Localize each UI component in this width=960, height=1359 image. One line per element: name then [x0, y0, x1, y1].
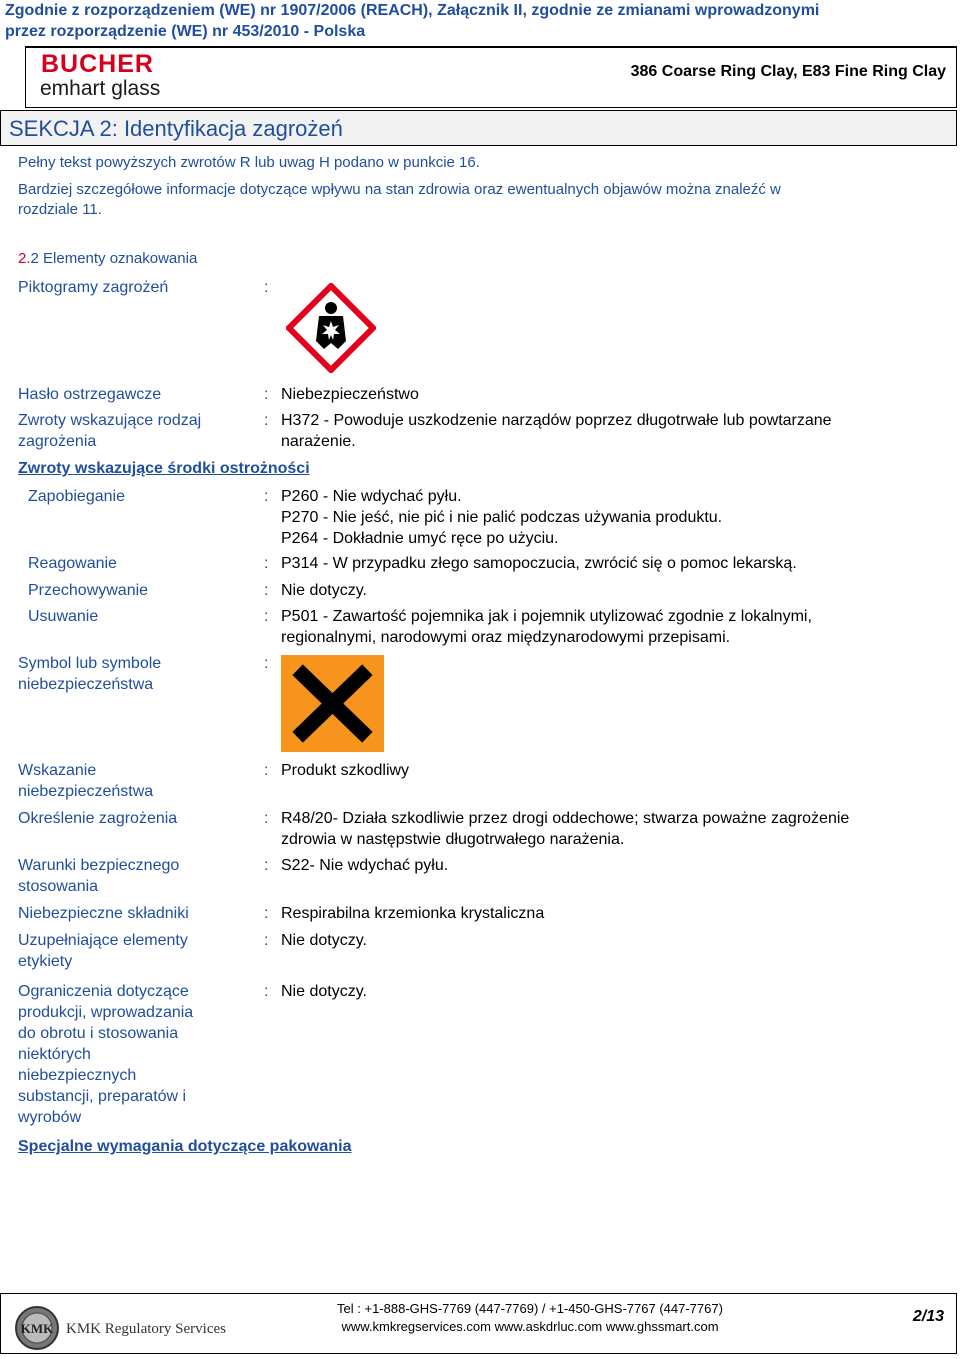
indication-label [18, 760, 153, 802]
supplemental-value: Nie dotyczy. [281, 932, 367, 949]
colon: : [264, 932, 269, 949]
risk-phrases-value [281, 808, 941, 850]
section-title: SEKCJA 2: Identyfikacja zagrożeń [9, 116, 343, 141]
symbol-label-line-1: Symbol lub symbole [18, 655, 162, 672]
prevention-label: Zapobieganie [28, 488, 125, 505]
response-value: P314 - W przypadku złego samopoczucia, zwrócić się o pomoc lekarską. [281, 555, 797, 572]
hazard-statement-line-2: narażenie. [281, 433, 356, 450]
risk-phrases-label: Określenie zagrożenia [18, 810, 178, 827]
packaging-requirements-heading: Specjalne wymagania dotyczące pakowania [18, 1138, 352, 1155]
intro-line-2: Bardziej szczegółowe informacje dotyczące wpływu na stan zdrowia oraz ewentualnych objawów można znaleźć w [18, 181, 781, 198]
regulation-line-1: Zgodnie z rozporządzeniem (WE) nr 1907/2006 (REACH), Załącznik II, zgodnie ze zmianami wprowadzonymi [5, 2, 820, 19]
hazardous-ingredients-label: Niebezpieczne składniki [18, 905, 189, 922]
colon: : [264, 655, 269, 672]
restrictions-value: Nie dotyczy. [281, 983, 367, 1000]
subsection-number: 2. [18, 250, 31, 267]
hazard-statement-line-1: H372 - Powoduje uszkodzenie narządów poprzez długotrwałe lub powtarzane [281, 412, 832, 429]
kmk-company-name: KMK Regulatory Services [66, 1321, 226, 1337]
regulation-line-2: przez rozporządzenie (WE) nr 453/2010 - Polska [5, 23, 366, 40]
colon: : [264, 386, 269, 403]
colon: : [264, 582, 269, 599]
restrictions-label-line: produkcji, wprowadzania [18, 1004, 194, 1021]
restrictions-label-line: do obrotu i stosowania [18, 1025, 179, 1042]
storage-label: Przechowywanie [28, 582, 149, 599]
colon: : [264, 810, 269, 827]
indication-value: Produkt szkodliwy [281, 762, 410, 779]
safety-phrases-label-line-2: stosowania [18, 878, 99, 895]
response-label: Reagowanie [28, 555, 117, 572]
prevention-p270: P270 - Nie jeść, nie pić i nie palić podczas używania produktu. [281, 509, 723, 526]
signal-word-label: Hasło ostrzegawcze [18, 386, 162, 403]
colon: : [264, 279, 269, 296]
colon: : [264, 857, 269, 874]
restrictions-label [18, 981, 193, 1128]
hazard-statements-value [281, 410, 941, 452]
subsection-title: 2 Elementy oznakowania [30, 250, 198, 267]
prevention-p264: P264 - Dokładnie umyć ręce po użyciu. [281, 530, 559, 547]
footer-websites: www.kmkregservices.com www.askdrluc.com www.ghssmart.com [341, 1319, 719, 1334]
restrictions-label-line: niektórych [18, 1046, 91, 1063]
harmful-x-icon [281, 655, 384, 757]
ghs08-health-hazard-icon [286, 283, 376, 378]
hazard-statements-label [18, 410, 201, 452]
company-logo-bucher: BUCHER [41, 50, 154, 78]
indication-label-line-2: niebezpieczeństwa [18, 783, 154, 800]
hazard-statements-label-line-2: zagrożenia [18, 433, 97, 450]
footer-contact [300, 1300, 760, 1336]
colon: : [264, 762, 269, 779]
disposal-label: Usuwanie [28, 608, 99, 625]
safety-phrases-label [18, 855, 179, 897]
colon: : [264, 608, 269, 625]
hazardous-ingredients-value: Respirabilna krzemionka krystaliczna [281, 905, 545, 922]
prevention-p260: P260 - Nie wdychać pyłu. [281, 488, 462, 505]
disposal-value [281, 606, 941, 648]
restrictions-label-line: niebezpiecznych [18, 1067, 137, 1084]
supplemental-label-line-2: etykiety [18, 953, 73, 970]
restrictions-label-line: Ograniczenia dotyczące [18, 983, 189, 1000]
supplemental-label-line-1: Uzupełniające elementy [18, 932, 188, 949]
subsection-heading [18, 249, 197, 269]
colon: : [264, 905, 269, 922]
prevention-values [281, 486, 941, 549]
colon: : [264, 412, 269, 429]
safety-phrases-label-line-1: Warunki bezpiecznego [18, 857, 180, 874]
disposal-line-1: P501 - Zawartość pojemnika jak i pojemnik utylizować zgodnie z lokalnymi, [281, 608, 812, 625]
symbol-label-line-2: niebezpieczeństwa [18, 676, 154, 693]
kmk-seal-text: KMK [20, 1321, 54, 1336]
hazard-statements-label-line-1: Zwroty wskazujące rodzaj [18, 412, 202, 429]
indication-label-line-1: Wskazanie [18, 762, 97, 779]
company-logo-emhart: emhart glass [40, 77, 161, 100]
colon: : [264, 488, 269, 505]
risk-phrase-line-2: zdrowia w następstwie długotrwałego narażenia. [281, 831, 625, 848]
colon: : [264, 983, 269, 1000]
disposal-line-2: regionalnymi, narodowymi oraz międzynarodowymi przepisami. [281, 629, 731, 646]
storage-value: Nie dotyczy. [281, 582, 367, 599]
pictograms-label: Piktogramy zagrożeń [18, 279, 169, 296]
symbol-label [18, 653, 161, 695]
colon: : [264, 555, 269, 572]
intro-line-3: rozdziale 11. [18, 201, 102, 218]
safety-phrases-value: S22- Nie wdychać pyłu. [281, 857, 449, 874]
restrictions-label-line: wyrobów [18, 1109, 82, 1126]
regulation-title [5, 0, 955, 42]
risk-phrase-line-1: R48/20- Działa szkodliwie przez drogi oddechowe; stwarza poważne zagrożenie [281, 810, 850, 827]
restrictions-label-line: substancji, preparatów i [18, 1088, 187, 1105]
footer-phone: Tel : +1-888-GHS-7769 (447-7769) / +1-450-GHS-7767 (447-7767) [337, 1301, 723, 1316]
intro-line-1: Pełny tekst powyższych zwrotów R lub uwag H podano w punkcie 16. [18, 154, 480, 171]
signal-word-value: Niebezpieczeństwo [281, 386, 419, 403]
supplemental-label [18, 930, 188, 972]
page-number: 2/13 [912, 1308, 944, 1325]
kmk-seal-logo [14, 1305, 60, 1356]
precautionary-statements-heading: Zwroty wskazujące środki ostrożności [18, 460, 310, 477]
product-name: 386 Coarse Ring Clay, E83 Fine Ring Clay [630, 63, 946, 80]
